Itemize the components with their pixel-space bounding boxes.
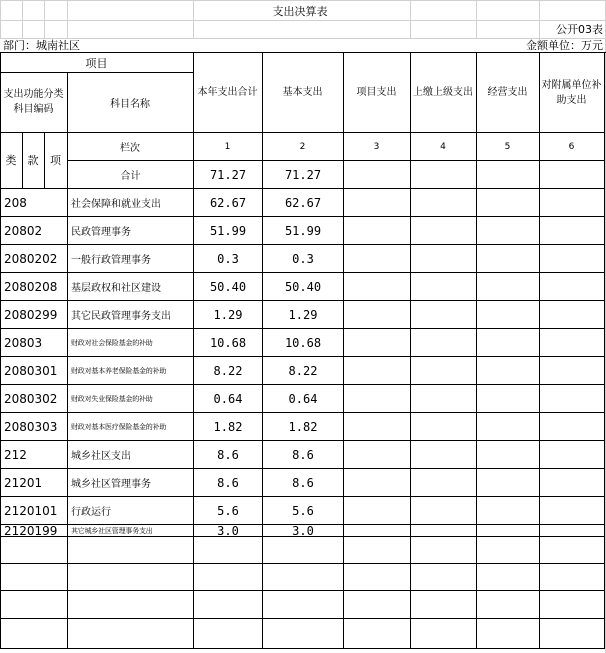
- row-total-expenditure: 3.0: [217, 525, 239, 536]
- row-code: 2120101: [4, 503, 58, 518]
- column-index: 4: [440, 141, 446, 152]
- row-code: 20802: [4, 223, 43, 238]
- column-header-label: 经营支出: [487, 87, 528, 98]
- row-basic-expenditure: 1.82: [288, 419, 318, 434]
- column-index: 5: [504, 141, 511, 152]
- row-total-expenditure: 1.82: [213, 419, 243, 434]
- row-subject-name: 财政对失业保险基金的补助: [71, 394, 153, 403]
- row-total-expenditure: 5.6: [217, 503, 239, 518]
- header-xiang: 项: [50, 154, 61, 167]
- row-subject-name: 行政运行: [71, 507, 111, 518]
- row-basic-expenditure: 51.99: [284, 223, 322, 238]
- row-code: 212: [4, 447, 27, 462]
- row-total-expenditure: 0.3: [217, 251, 239, 266]
- row-total-expenditure: 62.67: [209, 195, 247, 210]
- row-total-expenditure: 10.68: [209, 335, 247, 350]
- column-header-label: 项目支出: [356, 87, 397, 98]
- grid-hline: [0, 618, 604, 619]
- row-code: 2080302: [4, 391, 58, 406]
- row-basic-expenditure: 8.6: [292, 475, 314, 490]
- row-code: 2080303: [4, 419, 58, 434]
- row-total-expenditure: 1.29: [213, 307, 243, 322]
- column-header-label: 上缴上级支出: [413, 87, 473, 98]
- row-total-expenditure: 8.6: [217, 475, 239, 490]
- row-subject-name: 基层政权和社区建设: [71, 283, 161, 294]
- header-column-index: 栏次: [120, 142, 140, 154]
- row-basic-expenditure: 10.68: [284, 335, 322, 350]
- header-function-code: 支出功能分类科目编码: [3, 89, 64, 115]
- row-subject-name: 财政对基本医疗保险基金的补助: [71, 422, 167, 431]
- row-subject-name: 城乡社区支出: [71, 451, 131, 462]
- form-code: 公开03表: [556, 23, 603, 36]
- row-subject-name: 民政管理事务: [71, 227, 131, 238]
- grid-vline: [67, 0, 68, 38]
- row-basic-expenditure: 1.29: [288, 307, 318, 322]
- row-basic-expenditure: 8.22: [288, 363, 318, 378]
- row-subject-name: 财政对基本养老保险基金的补助: [71, 366, 167, 375]
- row-basic-expenditure: 50.40: [284, 279, 322, 294]
- row-code: 20803: [4, 335, 43, 350]
- grid-hline: [0, 648, 604, 649]
- row-subject-name: 社会保障和就业支出: [71, 199, 161, 210]
- row-subject-name: 合计: [120, 171, 141, 182]
- grid-vline: [410, 0, 411, 38]
- row-total-expenditure: 8.6: [217, 447, 239, 462]
- row-code: 21201: [4, 475, 43, 490]
- row-code: 208: [4, 195, 27, 210]
- column-index: 1: [224, 141, 231, 152]
- grid-vline: [22, 0, 23, 38]
- row-code: 2120199: [4, 525, 58, 536]
- header-project: 项目: [85, 56, 108, 70]
- row-total-expenditure: 51.99: [209, 223, 247, 238]
- row-total-expenditure: 71.27: [209, 167, 247, 182]
- department-label: 部门：城南社区: [3, 39, 80, 52]
- column-index: 3: [373, 141, 380, 152]
- row-total-expenditure: 50.40: [209, 279, 247, 294]
- header-lei: 类: [5, 154, 17, 167]
- header-kuan: 款: [27, 154, 39, 167]
- row-subject-name: 一般行政管理事务: [71, 255, 151, 266]
- row-basic-expenditure: 71.27: [284, 167, 322, 182]
- row-basic-expenditure: 62.67: [284, 195, 322, 210]
- grid-hline: [0, 563, 604, 564]
- row-code: 2080301: [4, 363, 58, 378]
- row-basic-expenditure: 8.6: [292, 447, 314, 462]
- grid-vline: [44, 0, 45, 38]
- column-header-label: 对附属单位补助支出: [541, 79, 602, 106]
- grid-vline: [604, 52, 605, 648]
- grid-vline: [0, 0, 1, 38]
- header-subject-name: 科目名称: [110, 98, 150, 110]
- grid-hline: [0, 536, 604, 537]
- column-index: 6: [568, 141, 575, 152]
- row-subject-name: 城乡社区管理事务: [71, 479, 151, 490]
- row-basic-expenditure: 0.3: [292, 251, 314, 266]
- row-subject-name: 财政对社会保险基金的补助: [71, 338, 153, 347]
- row-total-expenditure: 8.22: [213, 363, 243, 378]
- report-title: 支出决算表: [272, 4, 328, 18]
- grid-hline: [0, 590, 604, 591]
- unit-label: 金额单位：万元: [526, 39, 603, 52]
- row-basic-expenditure: 0.64: [288, 391, 318, 406]
- row-basic-expenditure: 5.6: [292, 503, 314, 518]
- row-subject-name: 其它城乡社区管理事务支出: [71, 526, 153, 535]
- row-code: 2080299: [4, 307, 58, 322]
- row-code: 2080202: [4, 251, 58, 266]
- row-basic-expenditure: 3.0: [292, 525, 314, 536]
- row-code: 2080208: [4, 279, 58, 294]
- column-header-label: 本年支出合计: [197, 87, 258, 98]
- column-index: 2: [299, 141, 306, 152]
- row-total-expenditure: 0.64: [213, 391, 243, 406]
- column-header-label: 基本支出: [282, 87, 323, 98]
- row-subject-name: 其它民政管理事务支出: [71, 311, 171, 322]
